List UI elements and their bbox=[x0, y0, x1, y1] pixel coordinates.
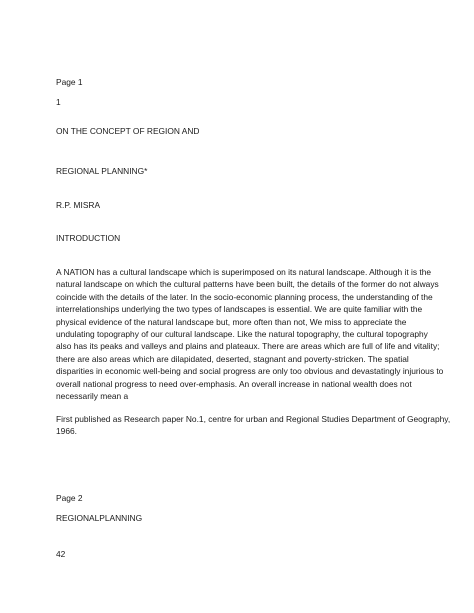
body-paragraph bbox=[56, 266, 444, 402]
body-line: natural landscape on which the cultural patterns have been built, the details of the former do not always bbox=[56, 279, 439, 290]
page-header-1: Page 1 bbox=[56, 77, 83, 87]
body-line: A NATION has a cultural landscape which is superimposed on its natural landscape. Although it is the bbox=[56, 267, 432, 277]
page-header-2: Page 2 bbox=[56, 493, 83, 503]
body-line: there are also areas which are dilapidated, deserted, stagnant and poverty-stricken. The spatial bbox=[56, 353, 409, 364]
body-line: necessarily mean a bbox=[56, 391, 129, 402]
footnote-line: 1966. bbox=[56, 426, 77, 437]
body-line: undulating topography of our cultural landscape. Like the natural topography, the cultural topography bbox=[56, 329, 428, 340]
body-line: disparities in economic well-being and social progress are only too obvious and devastatingly injurious to bbox=[56, 366, 444, 377]
body-line: coincide with the details of the later. In the socio-economic planning process, the understanding of the bbox=[56, 291, 433, 302]
body-line: overall national progress to need over-emphasis. An overall increase in national wealth does not bbox=[56, 378, 412, 389]
page-number-2: 42 bbox=[56, 549, 66, 559]
title-line-1: ON THE CONCEPT OF REGION AND bbox=[56, 126, 200, 136]
running-title: REGIONALPLANNING bbox=[56, 513, 143, 523]
footnote bbox=[56, 413, 451, 438]
body-line: physical evidence of the natural landscape but, more often than not, We miss to appreciate the bbox=[56, 316, 407, 327]
section-heading: INTRODUCTION bbox=[56, 233, 121, 243]
author-name: R.P. MISRA bbox=[56, 200, 101, 210]
page-number-1: 1 bbox=[56, 97, 61, 107]
body-line: interrelationships underlying the two types of landscapes is essential. We are quite familiar with the bbox=[56, 304, 423, 315]
footnote-line: First published as Research paper No.1, centre for urban and Regional Studies Department of Geography, bbox=[56, 414, 451, 424]
title-line-2: REGIONAL PLANNING* bbox=[56, 166, 148, 176]
body-line: also has its peaks and valleys and plains and plateaux. There are areas which are full of life and vitality; bbox=[56, 341, 440, 352]
